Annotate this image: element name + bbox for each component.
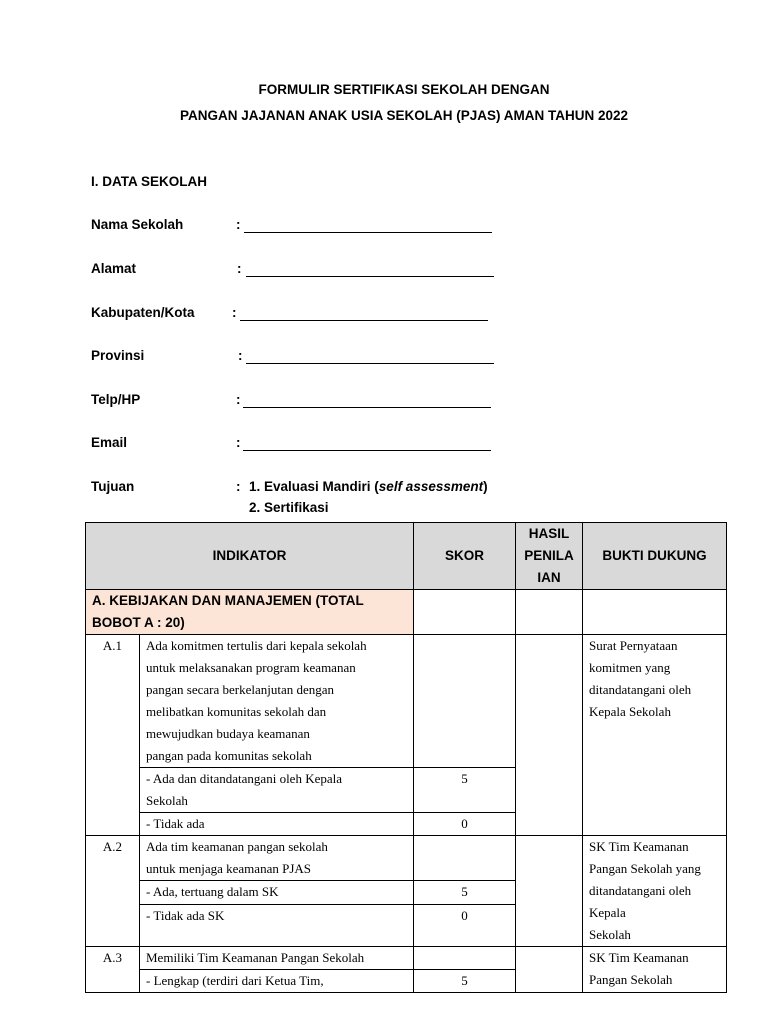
option-text: - Tidak ada SK <box>140 904 414 946</box>
section-a-line: BOBOT A : 20) <box>92 615 185 630</box>
bukti-line: Pangan Sekolah yang <box>589 861 701 876</box>
bukti-line: Kepala <box>589 905 626 920</box>
field-blank-line[interactable] <box>240 320 488 321</box>
assessment-table <box>85 522 727 993</box>
table-row <box>86 947 727 970</box>
indicator-text-line: pangan pada komunitas sekolah <box>146 748 312 763</box>
header-hasil-line: IAN <box>537 570 561 585</box>
tujuan-option-1-italic: self assessment <box>378 479 484 494</box>
bukti-dukung-cell <box>583 836 727 947</box>
header-bukti-dukung: BUKTI DUKUNG <box>583 523 727 590</box>
option-text <box>140 768 414 813</box>
score-cell <box>414 635 516 768</box>
tujuan-option-1-suffix: ) <box>483 479 488 494</box>
score-value: 5 <box>414 881 516 904</box>
hasil-penilaian-cell[interactable] <box>516 836 583 947</box>
bukti-line: Pangan Sekolah <box>589 972 673 987</box>
indicator-text-line: Ada tim keamanan pangan sekolah <box>146 839 328 854</box>
score-cell <box>414 947 516 970</box>
bukti-line: SK Tim Keamanan <box>589 950 689 965</box>
header-indikator: INDIKATOR <box>86 523 414 590</box>
bukti-line: Sekolah <box>589 927 631 942</box>
indicator-text-line: untuk menjaga keamanan PJAS <box>146 861 311 876</box>
header-skor: SKOR <box>414 523 516 590</box>
form-title-line-2: PANGAN JAJANAN ANAK USIA SEKOLAH (PJAS) AMAN TAHUN 2022 <box>179 108 629 123</box>
hasil-penilaian-cell[interactable] <box>516 947 583 993</box>
section-a-skor-cell[interactable] <box>414 590 516 635</box>
field-kabupaten-kota <box>91 305 501 323</box>
indicator-text <box>140 635 414 768</box>
field-colon: : <box>238 348 243 363</box>
section-a-row <box>86 590 727 635</box>
field-label: Email <box>91 435 128 450</box>
tujuan-option-1[interactable] <box>249 479 488 494</box>
field-label: Tujuan <box>91 479 135 494</box>
field-label: Telp/HP <box>91 392 141 407</box>
field-colon: : <box>232 305 237 320</box>
field-label: Nama Sekolah <box>91 217 184 232</box>
field-alamat <box>91 261 501 279</box>
bukti-line: SK Tim Keamanan <box>589 839 689 854</box>
score-cell <box>414 836 516 881</box>
field-telp-hp <box>91 392 501 410</box>
field-colon: : <box>236 435 241 450</box>
section-a-title <box>86 590 414 635</box>
section-a-hasil-cell[interactable] <box>516 590 583 635</box>
field-blank-line[interactable] <box>243 450 491 451</box>
bukti-line: ditandatangani oleh <box>589 883 692 898</box>
table-header-row <box>86 523 727 590</box>
bukti-line: ditandatangani oleh <box>589 682 692 697</box>
option-text: - Ada, tertuang dalam SK <box>140 881 414 904</box>
table-row <box>86 635 727 768</box>
score-value: 0 <box>414 904 516 946</box>
indicator-text-line: pangan secara berkelanjutan dengan <box>146 682 335 697</box>
option-text: - Lengkap (terdiri dari Ketua Tim, <box>140 970 414 993</box>
field-nama-sekolah <box>91 217 501 235</box>
score-value: 0 <box>414 813 516 836</box>
score-value: 5 <box>414 970 516 993</box>
field-colon: : <box>236 479 241 494</box>
bukti-line: komitmen yang <box>589 660 671 675</box>
tujuan-option-2[interactable]: 2. Sertifikasi <box>249 500 329 515</box>
section-a-bukti-cell <box>583 590 727 635</box>
indicator-text: Memiliki Tim Keamanan Pangan Sekolah <box>140 947 414 970</box>
bukti-dukung-cell <box>583 635 727 836</box>
field-blank-line[interactable] <box>244 232 492 233</box>
bukti-line: Kepala Sekolah <box>589 704 671 719</box>
table-row <box>86 836 727 881</box>
form-title-line-1: FORMULIR SERTIFIKASI SEKOLAH DENGAN <box>258 82 550 97</box>
tujuan-option-1-prefix: 1. Evaluasi Mandiri ( <box>249 479 379 494</box>
indicator-code: A.3 <box>86 947 140 993</box>
score-value: 5 <box>414 768 516 813</box>
bukti-line: Surat Pernyataan <box>589 638 678 653</box>
header-hasil-penilaian <box>516 523 583 590</box>
field-colon: : <box>236 217 241 232</box>
field-provinsi <box>91 348 501 366</box>
field-label: Provinsi <box>91 348 145 363</box>
hasil-penilaian-cell[interactable] <box>516 635 583 836</box>
option-text-line: - Ada dan ditandatangani oleh Kepala <box>146 771 343 786</box>
field-label: Kabupaten/Kota <box>91 305 195 320</box>
header-hasil-line: PENILA <box>524 548 574 563</box>
section-heading: I. DATA SEKOLAH <box>91 174 207 189</box>
indicator-text-line: melibatkan komunitas sekolah dan <box>146 704 327 719</box>
indicator-text <box>140 836 414 881</box>
field-email <box>91 435 501 453</box>
field-blank-line[interactable] <box>246 363 494 364</box>
field-colon: : <box>236 392 241 407</box>
indicator-code: A.1 <box>86 635 140 836</box>
section-a-line: A. KEBIJAKAN DAN MANAJEMEN (TOTAL <box>92 593 364 608</box>
bukti-dukung-cell <box>583 947 727 993</box>
indicator-text-line: untuk melaksanakan program keamanan <box>146 660 356 675</box>
field-blank-line[interactable] <box>246 276 494 277</box>
header-hasil-line: HASIL <box>528 526 570 541</box>
field-blank-line[interactable] <box>243 407 491 408</box>
indicator-text-line: Ada komitmen tertulis dari kepala sekolah <box>146 638 367 653</box>
indicator-code: A.2 <box>86 836 140 947</box>
option-text-line: Sekolah <box>146 793 188 808</box>
field-label: Alamat <box>91 261 137 276</box>
indicator-text-line: mewujudkan budaya keamanan <box>146 726 310 741</box>
field-colon: : <box>237 261 242 276</box>
option-text: - Tidak ada <box>140 813 414 836</box>
